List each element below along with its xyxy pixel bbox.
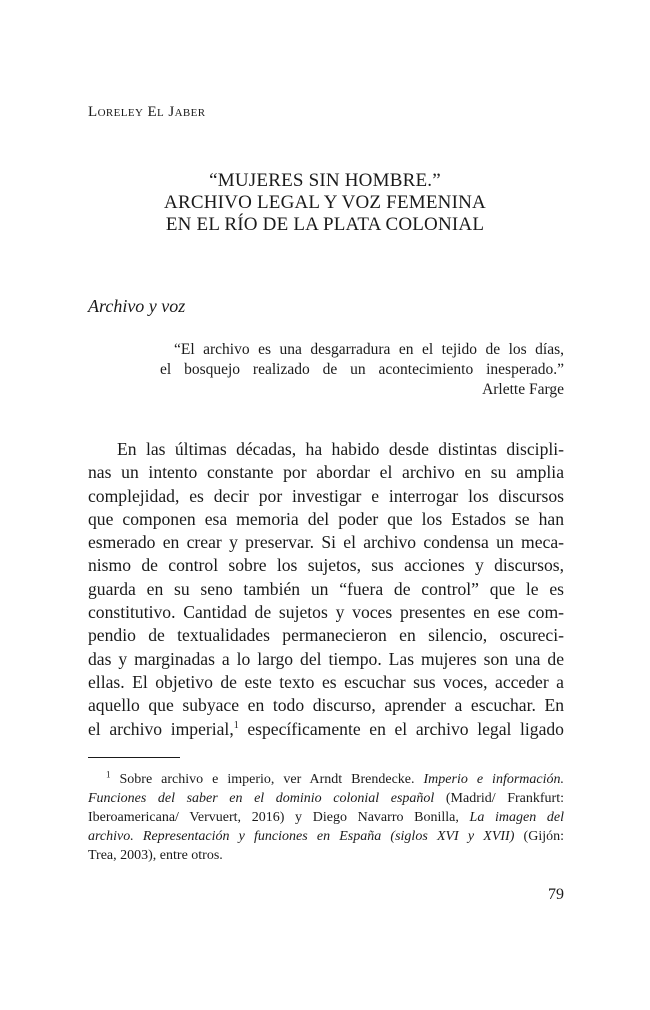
body-line: pendio de textualidades permanecieron en silencio, oscureci- bbox=[88, 625, 564, 646]
footnote-text: Trea, 2003), entre otros. bbox=[88, 848, 223, 863]
body-line: nismo de control sobre los sujetos, sus acciones y discursos, bbox=[88, 555, 564, 576]
footnote-book-title: La imagen del bbox=[469, 810, 564, 825]
footnote-text: (Gijón: bbox=[514, 829, 564, 844]
footnote-book-title: Imperio e información. bbox=[423, 772, 564, 787]
body-line bbox=[88, 718, 564, 741]
epigraph-line: “El archivo es una desgarradura en el tejido de los días, bbox=[174, 341, 564, 358]
footnote-book-title: Funciones del saber en el dominio colonial español bbox=[88, 791, 435, 806]
body-text: el archivo imperial, bbox=[88, 718, 234, 739]
footnote-line bbox=[88, 827, 564, 846]
footnote-text: (Madrid/ Frankfurt: bbox=[434, 791, 564, 806]
body-line: En las últimas décadas, ha habido desde distintas discipli- bbox=[117, 439, 564, 459]
epigraph bbox=[160, 340, 564, 400]
footnote-number: 1 bbox=[106, 769, 111, 780]
footnote bbox=[88, 770, 564, 865]
body-paragraph bbox=[88, 438, 564, 741]
epigraph-line: el bosquejo realizado de un acontecimiento inesperado.” bbox=[160, 361, 564, 378]
running-header-author: Loreley El Jaber bbox=[88, 104, 206, 120]
section-heading: Archivo y voz bbox=[88, 296, 186, 316]
body-line: ellas. El objetivo de este texto es escuchar sus voces, acceder a bbox=[88, 671, 564, 692]
title-line: ARCHIVO LEGAL Y VOZ FEMENINA bbox=[164, 192, 486, 213]
footnote-text: Iberoamericana/ Vervuert, 2016) y Diego Navarro Bonilla, bbox=[88, 810, 470, 825]
body-line: constitutivo. Cantidad de sujetos y voces presentes en ese com- bbox=[88, 602, 564, 623]
body-line: esmerado en crear y preservar. Si el archivo condensa un meca- bbox=[88, 532, 564, 553]
body-line: nas un intento constante por abordar el archivo en su amplia bbox=[88, 462, 564, 483]
body-line: aquello que subyace en todo discurso, aprender a escuchar. En bbox=[88, 695, 564, 716]
footnote-line bbox=[88, 808, 564, 827]
epigraph-attribution: Arlette Farge bbox=[482, 381, 564, 398]
title-line: “MUJERES SIN HOMBRE.” bbox=[209, 170, 441, 191]
body-text: específicamente en el archivo legal ligado bbox=[238, 718, 564, 739]
footnote-reference[interactable]: 1 bbox=[233, 719, 239, 731]
page-number: 79 bbox=[548, 886, 564, 903]
footnote-text: Sobre archivo e imperio, ver Arndt Brendecke. bbox=[110, 772, 424, 787]
body-line: guarda en su seno también un “fuera de control” que le es bbox=[88, 578, 564, 599]
body-line: que componen esa memoria del poder que los Estados se han bbox=[88, 508, 564, 529]
footnote-book-title: archivo. Representación y funciones en España (siglos XVI y XVII) bbox=[88, 829, 515, 844]
footnote-line bbox=[88, 770, 564, 789]
footnote-line bbox=[88, 789, 564, 808]
chapter-title bbox=[140, 170, 510, 236]
footnote-separator bbox=[88, 757, 180, 758]
body-line: complejidad, es decir por investigar e interrogar los discursos bbox=[88, 485, 564, 506]
body-line: das y marginadas a lo largo del tiempo. Las mujeres son una de bbox=[88, 648, 564, 669]
title-line: EN EL RÍO DE LA PLATA COLONIAL bbox=[165, 214, 485, 235]
footnote-line bbox=[88, 846, 564, 865]
